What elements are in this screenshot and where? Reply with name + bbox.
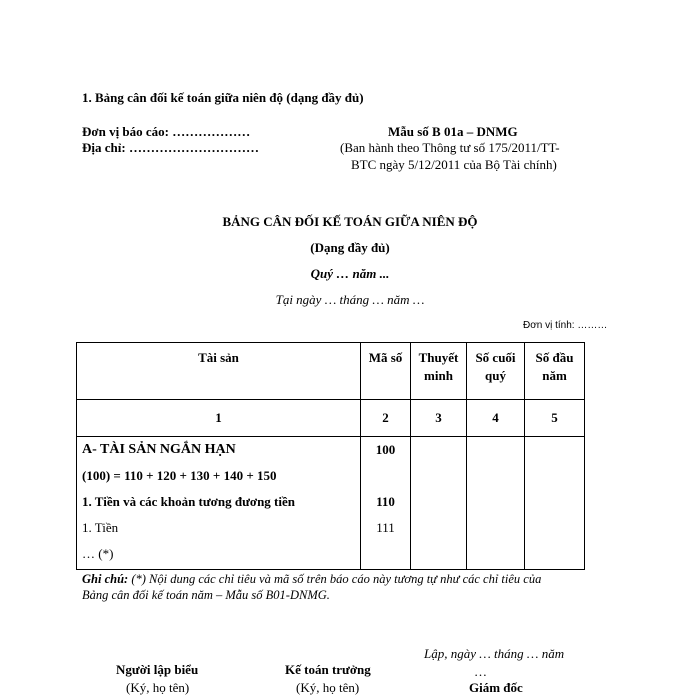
row-code: 111 [376,520,395,535]
row-asset: … (*) [82,546,114,561]
header-start-year: Số đầu năm [525,343,585,400]
codes-cell [361,437,411,570]
header-notes: Thuyết minh [411,343,467,400]
document-title: BẢNG CÂN ĐỐI KẾ TOÁN GIỮA NIÊN ĐỘ [222,214,478,229]
form-issued-line-2: BTC ngày 5/12/2011 của Bộ Tài chính) [351,157,557,172]
end-quarter-cell [467,437,525,570]
row-code: 110 [376,494,395,509]
document-subtitle: (Dạng đầy đủ) [310,240,390,255]
header-code: Mã số [361,343,411,400]
note-line-1 [82,572,541,587]
start-year-cell [525,437,585,570]
col-number-1: 1 [77,400,361,437]
director-title: Giám đốc [469,680,523,695]
row-asset: (100) = 110 + 120 + 130 + 140 + 150 [82,468,277,483]
preparer-title: Người lập biểu [116,662,199,677]
row-code [361,541,410,567]
row-code [361,463,410,489]
row-asset: A- TÀI SẢN NGẮN HẠN [82,442,236,457]
note-text: (*) Nội dung các chỉ tiêu và mã số trên báo cáo này tương tự như các chỉ tiêu của [128,572,542,586]
period-line: Quý … năm ... [310,266,390,281]
col-number-3: 3 [411,400,467,437]
col-number-4: 4 [467,400,525,437]
note-label: Ghi chú: [82,572,129,586]
row-asset: 1. Tiền [82,520,119,535]
col-number-2: 2 [361,400,411,437]
balance-sheet-table [76,342,584,570]
reporting-unit-label: Đơn vị báo cáo: ……………… [82,124,251,139]
notes-cell [411,437,467,570]
currency-unit: Đơn vị tính: ……… [523,320,608,331]
row-asset: 1. Tiền và các khoản tương đương tiền [82,494,296,509]
address-label: Địa chỉ: ………………………… [82,140,259,155]
form-number: Mẫu số B 01a – DNMG [388,124,518,139]
assets-cell [77,437,361,570]
header-end-quarter: Số cuối quý [467,343,525,400]
section-heading: 1. Bảng cân đối kế toán giữa niên độ (dạng đầy đủ) [82,90,364,105]
header-assets: Tài sản [77,343,361,400]
signature-date-continued: … [474,664,487,679]
accountant-title: Kế toán trưởng [285,662,371,677]
form-issued-line-1: (Ban hành theo Thông tư số 175/2011/TT- [340,140,560,155]
preparer-sign-note: (Ký, họ tên) [126,680,190,695]
signature-date-line: Lập, ngày … tháng … năm [424,646,565,661]
col-number-5: 5 [525,400,585,437]
row-code: 100 [375,442,396,457]
accountant-sign-note: (Ký, họ tên) [296,680,360,695]
note-line-2: Bảng cân đối kế toán năm – Mẫu số B01-DNMG. [82,588,330,602]
date-line: Tại ngày … tháng … năm … [275,292,425,307]
